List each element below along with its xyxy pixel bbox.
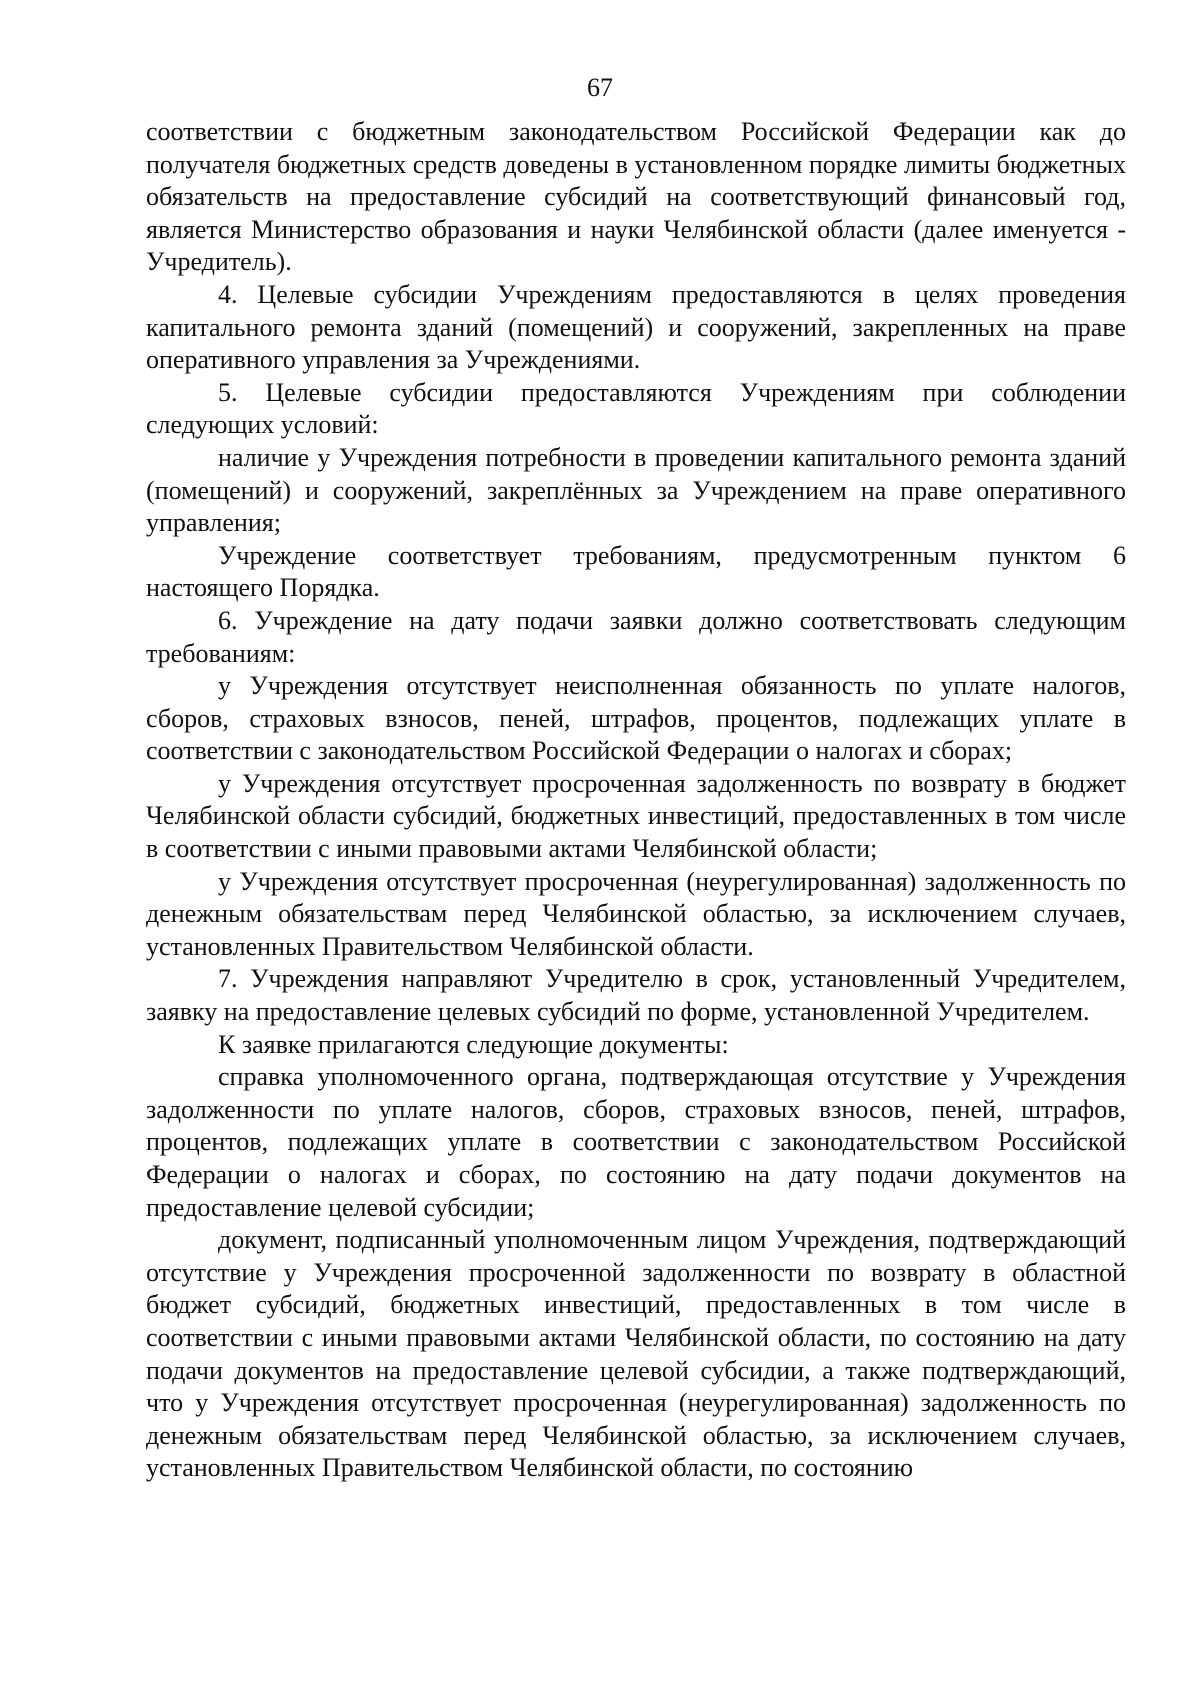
paragraph-item-7: 7. Учреждения направляют Учредителю в срок, установленный Учредителем, заявку на предоставление целевых субсидий по форме, установленной Учредителем.: [146, 964, 1126, 1027]
paragraph-requirement-budget-debt: у Учреждения отсутствует просроченная задолженность по возврату в бюджет Челябинской области субсидий, бюджетных инвестиций, предоставленных в том числе в соответствии с иными правовыми актами Челябинской области;: [146, 768, 1126, 864]
paragraph-attachments-intro: К заявке прилагаются следующие документы:: [218, 1029, 729, 1059]
paragraph-requirement-obligations: у Учреждения отсутствует просроченная (неурегулированная) задолженность по денежным обязательствам перед Челябинской областью, за исключением случаев, установленных Правительством Челябинской области.: [146, 866, 1126, 961]
paragraph-attachment-document: документ, подписанный уполномоченным лицом Учреждения, подтверждающий отсутствие у Учреждения просроченной задолженности по возврату в областной бюджет субсидий, бюджетных инвестиций, предоставленных в том числе в соответствии с иными правовыми актами Челябинской области, по состоянию на дату подачи документов на предоставление целевой субсидии, а также подтверждающий, что у Учреждения отсутствует просроченная (неурегулированная) задолженность по денежным обязательствам перед Челябинской областью, за исключением случаев, установленных Правительством Челябинской области, по состоянию: [146, 1225, 1126, 1483]
paragraph-requirement-taxes: у Учреждения отсутствует неисполненная обязанность по уплате налогов, сборов, страховых взносов, пеней, штрафов, процентов, подлежащих уплате в соответствии с законодательством Российской Федерации о налогах и сборах;: [146, 671, 1126, 766]
paragraph-item-6: 6. Учреждение на дату подачи заявки должно соответствовать следующим требованиям:: [146, 605, 1126, 668]
page-number: 67: [587, 73, 613, 102]
paragraph-condition-requirements: Учреждение соответствует требованиям, предусмотренным пунктом 6 настоящего Порядка.: [146, 540, 1126, 603]
paragraph-item-5: 5. Целевые субсидии предоставляются Учреждениям при соблюдении следующих условий:: [146, 377, 1126, 440]
paragraph-continuation: соответствии с бюджетным законодательством Российской Федерации как до получателя бюджетных средств доведены в установленном порядке лимиты бюджетных обязательств на предоставление субсидий на соответствующий финансовый год, является Министерство образования и науки Челябинской области (далее именуется - Учредитель).: [146, 117, 1127, 277]
document-body: [146, 116, 1126, 1485]
paragraph-attachment-certificate: справка уполномоченного органа, подтверждающая отсутствие у Учреждения задолженности по уплате налогов, сборов, страховых взносов, пеней, штрафов, процентов, подлежащих уплате в соответствии с законодательством Российской Федерации о налогах и сборах, по состоянию на дату подачи документов на предоставление целевой субсидии;: [146, 1062, 1126, 1222]
paragraph-item-4: 4. Целевые субсидии Учреждениям предоставляются в целях проведения капитального ремонта зданий (помещений) и сооружений, закрепленных на праве оперативного управления за Учреждениями.: [146, 279, 1126, 375]
paragraph-condition-need: наличие у Учреждения потребности в проведении капитального ремонта зданий (помещений) и сооружений, закреплённых за Учреждением на праве оперативного управления;: [146, 442, 1126, 538]
